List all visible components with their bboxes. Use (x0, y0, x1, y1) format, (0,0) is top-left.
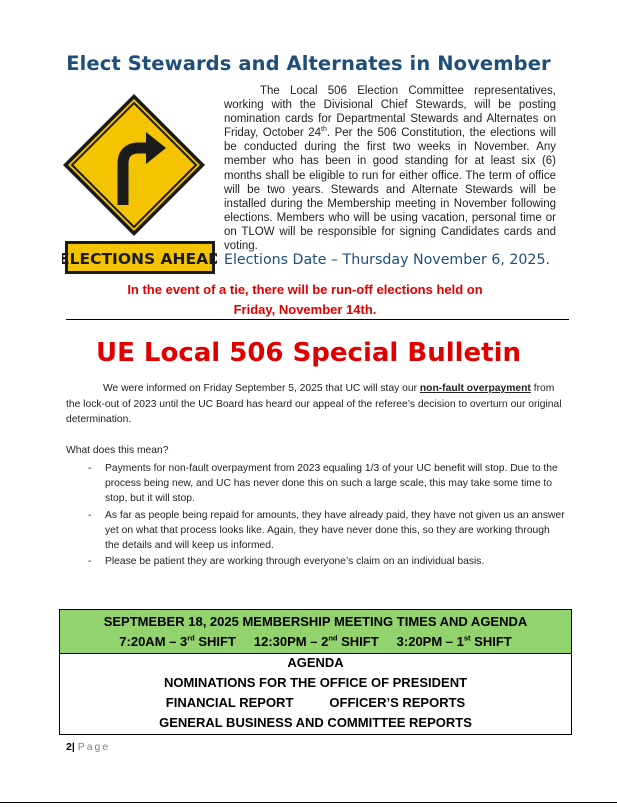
dash-bullet: - (88, 556, 92, 568)
shift-time-2nd: 12:30PM – 2nd SHIFT (253, 633, 379, 649)
agenda-item-officers: OFFICER’S REPORTS (329, 695, 466, 710)
agenda-title: AGENDA (287, 655, 344, 670)
bulletin-text-a: We were informed on Friday September 5, 2025 that UC will stay our (103, 383, 420, 394)
list-item-text: Please be patient they are working through everyone’s claim on an individual basis. (105, 556, 485, 568)
sign-label: ELECTIONS AHEAD (62, 250, 217, 268)
intro-text-a: The Local 506 Election Committee representatives, working with the Divisional Chief Stewards, will be posting nomination cards for Departmental Stewards and Alternates on Friday, October 24 (224, 85, 556, 140)
tie-line-2: Friday, November 14th. (233, 302, 377, 317)
section-divider (66, 319, 569, 320)
page-number: 2 (66, 741, 72, 753)
meeting-header: SEPTMEBER 18, 2025 MEMBERSHIP MEETING TIMES AND AGENDA (103, 614, 528, 629)
shift-time-1st: 3:20PM – 1st SHIFT (396, 633, 512, 649)
meeting-header-band (60, 610, 571, 654)
list-item (88, 508, 566, 554)
bulletin-text-b: from the lock-out of 2023 until the UC Board has heard our appeal of the referee’s decision to overturn our original determination. (66, 383, 562, 425)
dash-bullet: - (88, 509, 92, 521)
intro-text-b: . Per the 506 Constitution, the elections will be conducted during the first two weeks in November. Any member who has been in good standing for at least six (6) months shall be eligible to run for either office. The term of office will be two years. Stewards and Alternate Stewards will be installed during the Membership meeting in November following elections. Members who will be using vacation, personal time or on TLOW will be responsible for signing Candidates cards and voting. (224, 127, 556, 253)
tie-line-1: In the event of a tie, there will be run-off elections held on (127, 282, 483, 297)
elections-date: Elections Date – Thursday November 6, 2025. (224, 252, 550, 268)
article-title: Elect Stewards and Alternates in November (66, 52, 551, 75)
list-item-text: As far as people being repaid for amounts, they have already paid, they have not given us an answer yet on what that process looks like. Again, they have never done this, so they are working through the details and will keep us informed. (105, 509, 565, 552)
agenda-item-financial: FINANCIAL REPORT (165, 695, 294, 710)
curve-right-road-sign-icon (62, 92, 217, 277)
bulletin-underlined-term: non-fault overpayment (419, 383, 531, 394)
intro-paragraph (224, 84, 556, 253)
meeting-agenda-box (59, 609, 572, 735)
list-item (88, 461, 566, 507)
list-item (88, 554, 566, 569)
page-separator: | (71, 741, 75, 753)
agenda-item: NOMINATIONS FOR THE OFFICE OF PRESIDENT (163, 675, 468, 690)
bottom-rule (0, 802, 617, 803)
agenda-item (60, 695, 571, 710)
bulletin-list (88, 461, 566, 570)
shift-times (60, 634, 571, 649)
dash-bullet: - (88, 463, 92, 474)
list-item-text: Payments for non-fault overpayment from 2023 equaling 1/3 of your UC benefit will stop. Due to the process being new, and UC has never done this on such a large scale, this may take some time to stop, but it will stop. (105, 463, 558, 505)
tie-notice (60, 280, 550, 320)
intro-sup: th (321, 126, 327, 134)
page-footer (66, 741, 110, 753)
page-word: Page (77, 741, 111, 753)
agenda-item: GENERAL BUSINESS AND COMMITTEE REPORTS (159, 715, 472, 730)
bulletin-paragraph (66, 381, 566, 428)
bulletin-question: What does this mean? (66, 445, 169, 456)
shift-time-3rd: 7:20AM – 3rd SHIFT (119, 633, 236, 649)
bulletin-title: UE Local 506 Special Bulletin (95, 338, 522, 368)
